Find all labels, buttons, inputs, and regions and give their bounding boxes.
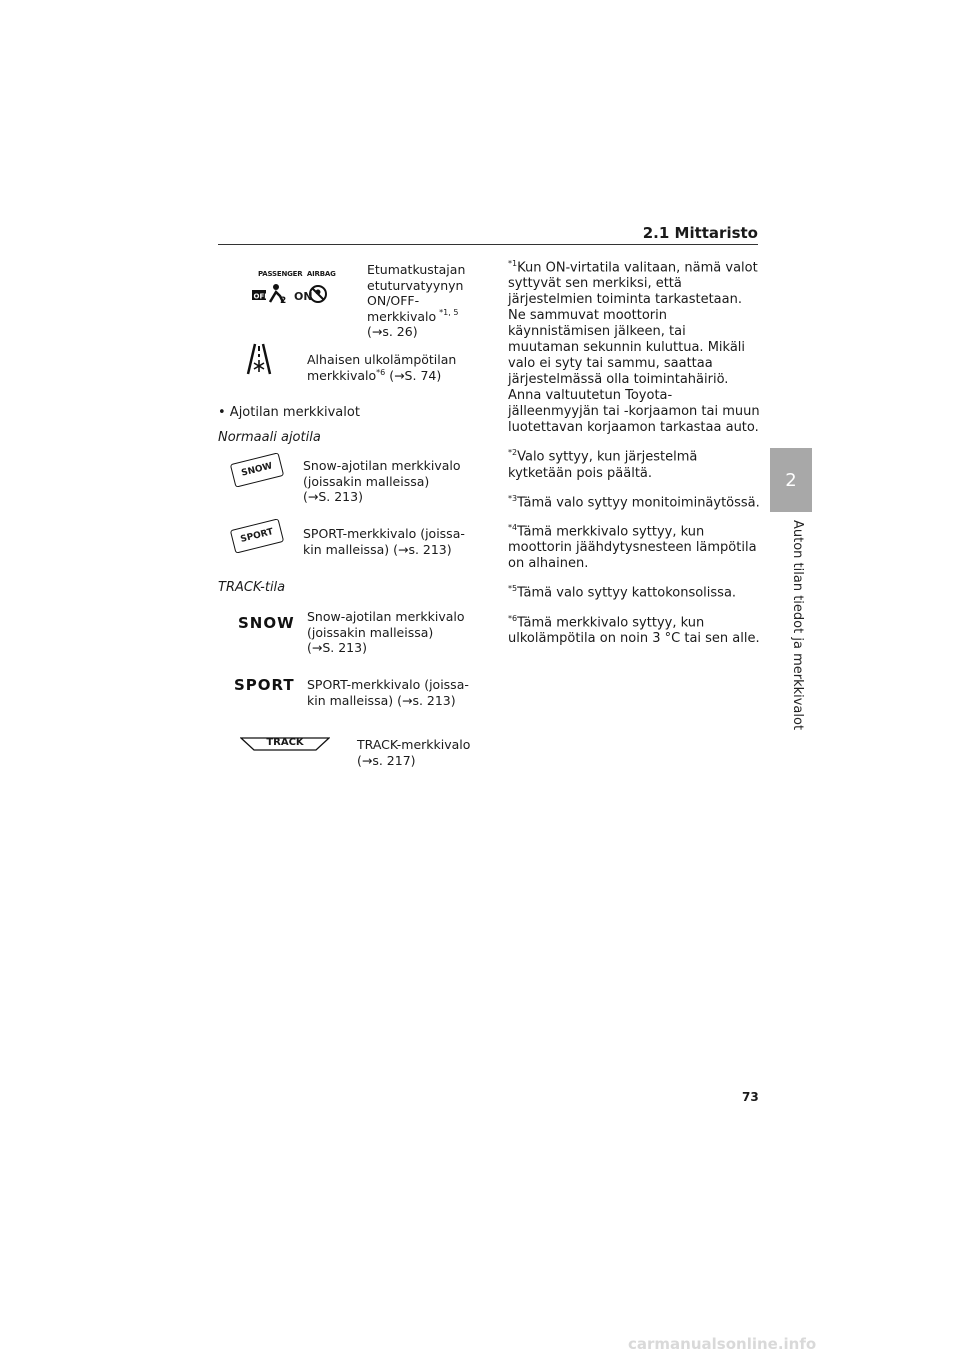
normal-snow-description: Snow-ajotilan merkkivalo (joissakin malleissa) (→S. 213) — [303, 458, 461, 504]
section-title: 2.1 Mittaristo — [642, 224, 758, 242]
normal-mode-heading: Normaali ajotila — [218, 430, 321, 445]
chapter-tab: 2 — [770, 448, 812, 512]
svg-text:2: 2 — [280, 296, 287, 306]
passenger-airbag-icon — [250, 270, 334, 310]
chapter-label: Auton tilan tiedot ja merkkivalot — [790, 520, 805, 731]
footnote: $^{*3}$Tämä valo syttyy monitoiminäytössä. — [508, 493, 760, 510]
sport-mode-icon: SPORT — [230, 518, 284, 553]
page-number: 73 — [742, 1090, 759, 1104]
snow-mode-icon: SNOW — [230, 452, 284, 487]
svg-text:OFF: OFF — [253, 292, 270, 301]
normal-sport-description: SPORT-merkkivalo (joissa- kin malleissa) (→s. 213) — [303, 526, 465, 557]
footnote: $^{*2}$Valo syttyy, kun järjestelmä kytketään pois päältä. — [508, 448, 698, 481]
track-snow-description: Snow-ajotilan merkkivalo (joissakin malleissa) (→S. 213) — [307, 609, 465, 655]
header-divider — [218, 244, 758, 245]
low-temperature-icon — [244, 342, 274, 376]
track-sport-icon: SPORT — [234, 676, 295, 694]
drive-mode-heading: • Ajotilan merkkivalot — [218, 405, 360, 420]
track-description: TRACK-merkkivalo (→s. 217) — [357, 737, 471, 768]
watermark: carmanualsonline.info — [628, 1335, 817, 1353]
track-mode-heading: TRACK-tila — [218, 580, 286, 595]
footnote: $^{*5}$Tämä valo syttyy kattokonsolissa. — [508, 584, 737, 601]
airbag-off-icon — [250, 270, 334, 310]
track-sport-description: SPORT-merkkivalo (joissa- kin malleissa) (→s. 213) — [307, 677, 469, 708]
airbag-description: Etumatkustajan etuturvatyynyn ON/OFF- merkkivalo $^{*1, 5}$ (→s. 26) — [367, 262, 466, 339]
track-mode-icon: TRACK — [240, 736, 330, 752]
airbag-caption: PASSENGER AIRBAG — [258, 270, 336, 278]
footnotes — [508, 256, 760, 656]
track-snow-icon: SNOW — [238, 614, 295, 632]
low-temperature-description: Alhaisen ulkolämpötilan merkkivalo$^{*6}$ (→S. 74) — [307, 352, 457, 383]
footnote: $^{*1}$Kun ON-virtatila valitaan, nämä valot syttyvät sen merkiksi, että järjestelmien toiminta tarkastetaan. Ne sammuvat moottorin käynnistämisen jälkeen, tai muutaman sekunnin kuluttua. Mikäli valo ei syty tai sammu, saattaa järjestelmässä olla toimintahäiriö. Anna valtuutetun Toyota-jälleenmyyjän tai -korjaamon tai muun luotettavan korjaamon tarkastaa auto. — [508, 259, 760, 436]
footnote: $^{*6}$Tämä merkkivalo syttyy, kun ulkolämpötila on noin 3 °C tai sen alle. — [508, 613, 760, 646]
airbag-on-label: ON — [294, 290, 313, 303]
footnote: $^{*4}$Tämä merkkivalo syttyy, kun moottorin jäähdytysnesteen lämpötila on alhainen. — [508, 522, 757, 572]
